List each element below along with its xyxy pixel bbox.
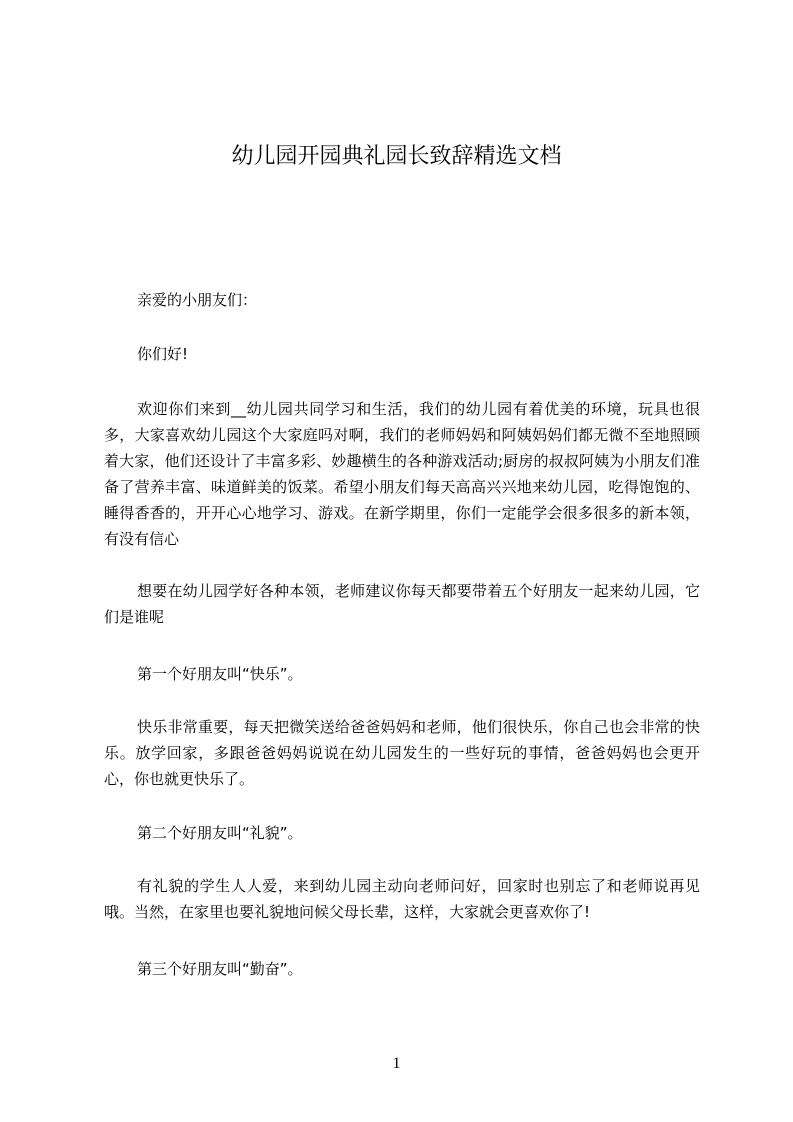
paragraph-welcome: 欢迎你们来到__幼儿园共同学习和生活，我们的幼儿园有着优美的环境，玩具也很多，大家喜欢幼儿园这个大家庭吗对啊，我们的老师妈妈和阿姨妈妈们都无微不至地照顾着大家，他们还设计了丰富多彩、妙趣横生的各种游戏活动;厨房的叔叔阿姨为小朋友们准备了营养丰富、味道鲜美的饭菜。希望小朋友们每天高高兴兴地来幼儿园，吃得饱饱的、睡得香香的，开开心心地学习、游戏。在新学期里，你们一定能学会很多很多的新本领，有没有信心	[104, 400, 700, 548]
salutation: 亲爱的小朋友们：	[137, 291, 258, 309]
page-number: 1	[392, 1055, 401, 1072]
heading-friend-1: 第一个好朋友叫“快乐”。	[137, 665, 303, 683]
document-title: 幼儿园开园典礼园长致辞精选文档	[231, 144, 562, 169]
paragraph-five-friends: 想要在幼儿园学好各种本领，老师建议你每天都要带着五个好朋友一起来幼儿园，它们是谁呢	[104, 582, 700, 626]
paragraph-politeness: 有礼貌的学生人人爱，来到幼儿园主动向老师问好，回家时也别忘了和老师说再见哦。当然，在家里也要礼貌地问候父母长辈，这样，大家就会更喜欢你了!	[104, 877, 700, 921]
heading-friend-2: 第二个好朋友叫“礼貌”。	[137, 824, 303, 842]
heading-friend-3: 第三个好朋友叫“勤奋”。	[137, 960, 303, 978]
greeting: 你们好!	[137, 345, 189, 363]
paragraph-happiness: 快乐非常重要，每天把微笑送给爸爸妈妈和老师，他们很快乐，你自己也会非常的快乐。放学回家，多跟爸爸妈妈说说在幼儿园发生的一些好玩的事情，爸爸妈妈也会更开心，你也就更快乐了。	[104, 718, 700, 788]
